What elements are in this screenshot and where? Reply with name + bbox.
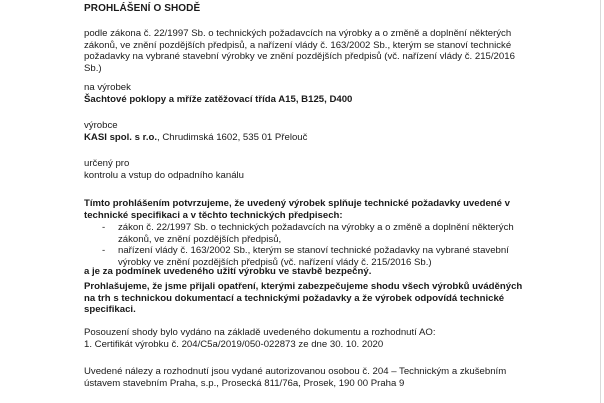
- regulation-item: [102, 245, 522, 268]
- product-label: na výrobek: [84, 82, 131, 93]
- assessment-text: Posouzení shody bylo vydáno na základě uvedeného dokumentu a rozhodnutí AO:: [84, 327, 436, 338]
- declaration-text: Prohlašujeme, že jsme přijali opatření, kterými zabezpečujeme shodu všech výrobků uváděných na trh s technickou dokumentací a technickými požadavky a že výrobek odpovídá technické specifikaci.: [84, 281, 523, 316]
- regulation-item: [102, 222, 522, 245]
- use-label: určený pro: [84, 158, 130, 169]
- product-name: Šachtové poklopy a mříže zatěžovací třída A15, B125, D400: [84, 94, 353, 105]
- bullet-dash: -: [102, 222, 106, 233]
- regulation-list: [102, 222, 522, 268]
- regulation-item-text: zákon č. 22/1997 Sb. o technických požadavcích na výrobky a o změně a doplnění některých zákonů, ve znění pozdějších předpisů,: [118, 222, 514, 245]
- page-edge-divider: [600, 0, 601, 403]
- bullet-dash: -: [102, 245, 106, 257]
- manufacturer-address: , Chrudimská 1602, 535 01 Přelouč: [157, 132, 308, 143]
- confirmation-text: Tímto prohlášením potvrzujeme, že uvedený výrobek splňuje technické požadavky uvedené v technické specifikaci a v těchto technických předpisech:: [84, 198, 510, 221]
- law-paragraph: podle zákona č. 22/1997 Sb. o technických požadavcích na výrobky a o změně a doplnění některých zákonů, ve znění pozdějších předpisů, a nařízení vlády č. 163/2002 Sb., kterým se stanoví technické požadavky na vybrané stavební výrobky ve znění pozdějších předpisů (vč. nařízení vlády č. 215/2016 Sb.): [84, 28, 515, 74]
- manufacturer-line: [84, 132, 524, 144]
- regulation-item-text: nařízení vlády č. 163/2002 Sb., kterým se stanoví technické požadavky na vybrané stavební výrobky ve znění pozdějších předpisů (vč. nařízení vlády č. 215/2016 Sb.): [118, 245, 509, 268]
- findings-text: Uvedené nálezy a rozhodnutí jsou vydané autorizovanou osobou č. 204 – Technickým a zkušebním ústavem stavebním Praha, s.p., Prosecká 811/76a, Prosek, 190 00 Praha 9: [84, 366, 507, 389]
- safety-condition: a je za podmínek uvedeného užití výrobku ve stavbě bezpečný.: [84, 266, 372, 277]
- use-text: kontrolu a vstup do odpadního kanálu: [84, 170, 245, 181]
- certificate-line: 1. Certifikát výrobku č. 204/C5a/2019/050-022873 ze dne 30. 10. 2020: [84, 339, 384, 350]
- document-title: PROHLÁŠENÍ O SHODĚ: [84, 3, 201, 14]
- manufacturer-name: KASI spol. s r.o.: [84, 132, 158, 143]
- manufacturer-label: výrobce: [84, 120, 118, 131]
